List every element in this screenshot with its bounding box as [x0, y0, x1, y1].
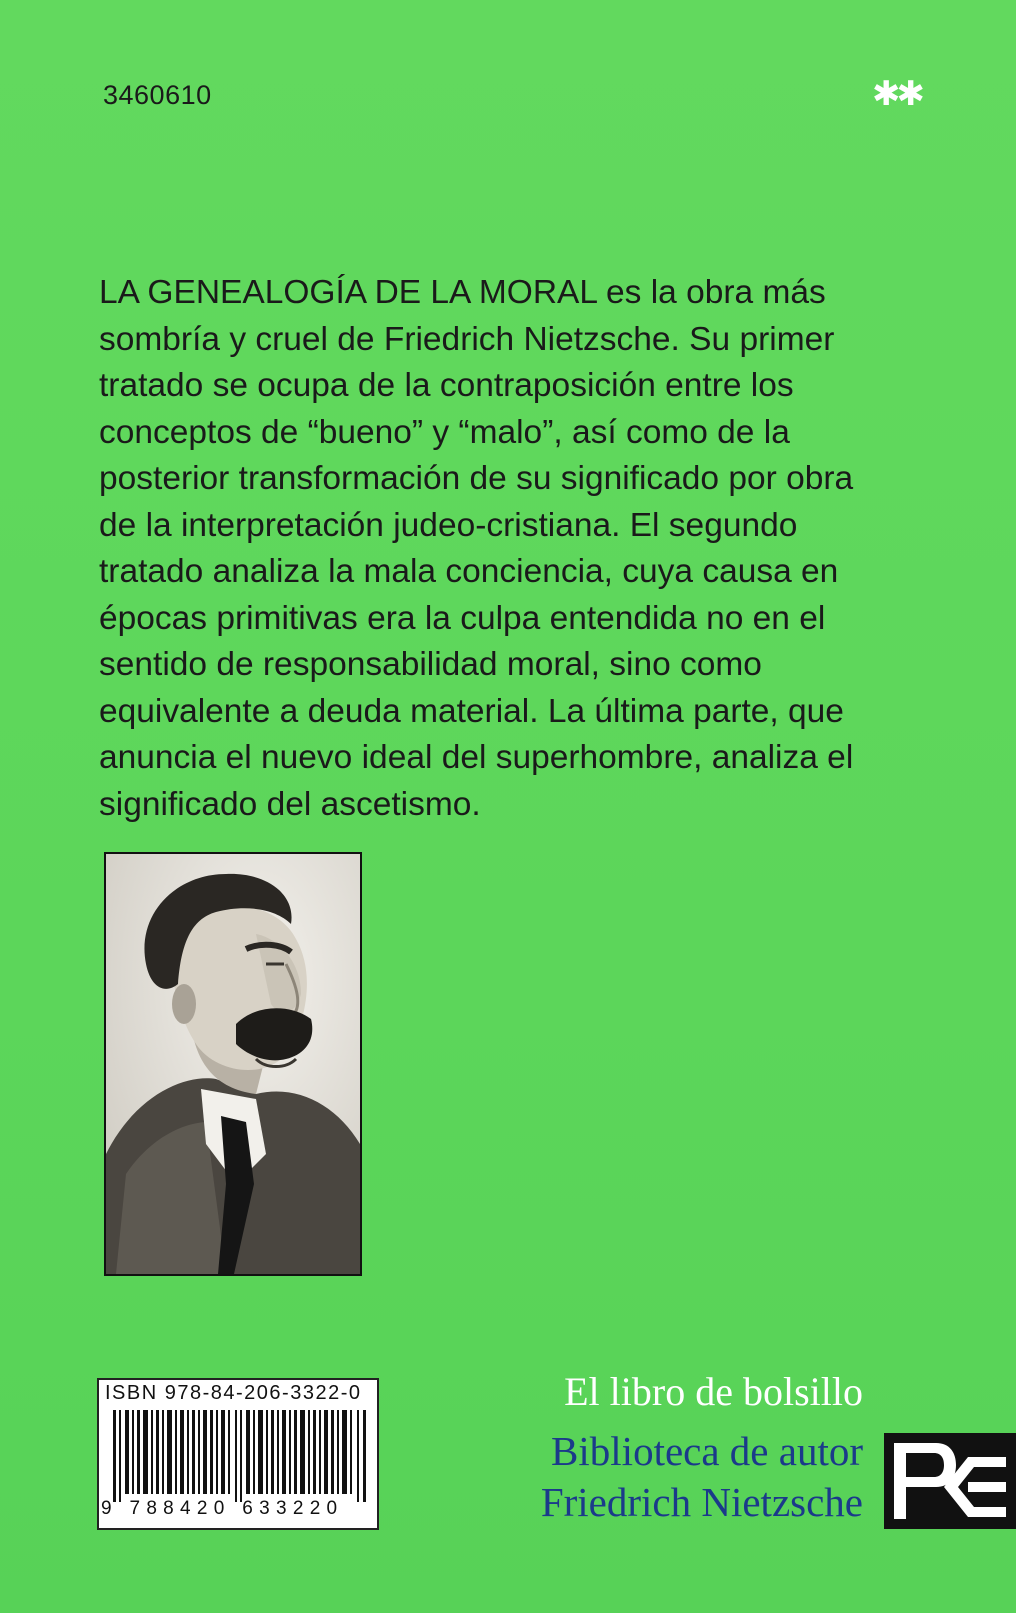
collection-line-2: Friedrich Nietzsche [540, 1479, 863, 1525]
author-portrait [104, 852, 362, 1276]
catalog-code: 3460610 [103, 80, 212, 110]
collection-title [541, 1426, 863, 1528]
blurb-line: de la interpretación judeo-cristiana. El segundo [99, 506, 798, 544]
blurb-line: épocas primitivas era la culpa entendida no en el [99, 599, 826, 637]
blurb-line: sombría y cruel de Friedrich Nietzsche. Su primer [99, 320, 835, 358]
blurb-line: tratado analiza la mala conciencia, cuya causa en [99, 553, 839, 590]
blurb-line: significado del ascetismo. [99, 785, 481, 823]
isbn-label: ISBN 978-84-206-3322-0 [105, 1382, 362, 1404]
blurb-line: tratado se ocupa de la contraposición entre los [99, 367, 794, 404]
blurb-line: conceptos de “bueno” y “malo”, así como de la [99, 413, 790, 451]
series-name: El libro de bolsillo [564, 1369, 863, 1414]
isbn-barcode-box [97, 1378, 379, 1530]
collection-line-1: Biblioteca de autor [551, 1428, 863, 1474]
rating-stars: ✱✱ [872, 74, 921, 114]
publisher-logo [884, 1433, 1016, 1529]
barcode-graphic [113, 1410, 369, 1502]
blurb-line: posterior transformación de su significado por obra [99, 460, 854, 497]
blurb-line: anuncia el nuevo ideal del superhombre, analiza el [99, 739, 854, 776]
blurb-line: equivalente a deuda material. La última parte, que [99, 692, 844, 730]
barcode-digits: 9 788420 633220 [101, 1498, 344, 1519]
book-blurb [99, 270, 939, 828]
blurb-line: LA GENEALOGÍA DE LA MORAL es la obra más [99, 274, 826, 311]
blurb-line: sentido de responsabilidad moral, sino como [99, 646, 762, 683]
